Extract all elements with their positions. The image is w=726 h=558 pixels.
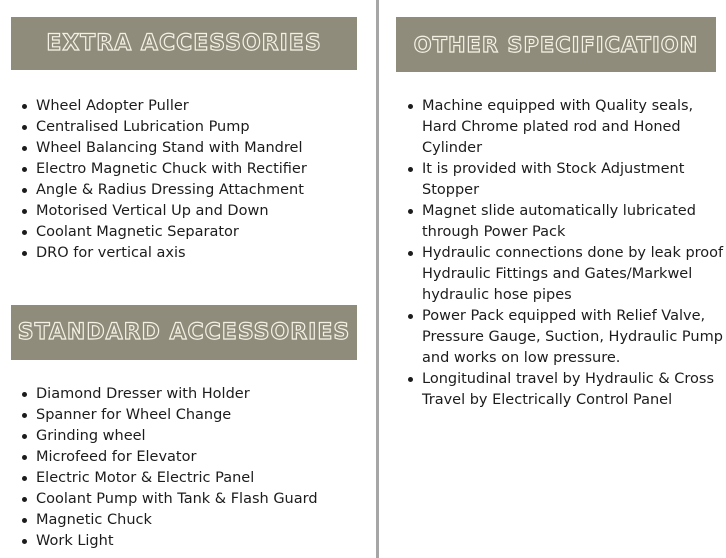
list-item: Wheel Adopter Puller bbox=[22, 96, 372, 117]
list-item: Centralised Lubrication Pump bbox=[22, 117, 372, 138]
list-item: Work Light bbox=[22, 531, 372, 552]
extra-accessories-list bbox=[22, 96, 372, 264]
other-specification-heading: OTHER SPECIFICATION bbox=[413, 32, 699, 57]
other-specification-banner bbox=[396, 17, 716, 72]
standard-accessories-list bbox=[22, 384, 372, 552]
list-item: Motorised Vertical Up and Down bbox=[22, 201, 372, 222]
list-item: Coolant Pump with Tank & Flash Guard bbox=[22, 489, 372, 510]
list-item: Wheel Balancing Stand with Mandrel bbox=[22, 138, 372, 159]
list-item: It is provided with Stock Adjustment Stopper bbox=[408, 159, 724, 201]
list-item: Electro Magnetic Chuck with Rectifier bbox=[22, 159, 372, 180]
list-item: Microfeed for Elevator bbox=[22, 447, 372, 468]
column-divider bbox=[376, 0, 379, 558]
other-specification-list bbox=[408, 96, 724, 411]
list-item: Grinding wheel bbox=[22, 426, 372, 447]
list-item: Electric Motor & Electric Panel bbox=[22, 468, 372, 489]
list-item: Magnet slide automatically lubricated through Power Pack bbox=[408, 201, 724, 243]
extra-accessories-banner bbox=[11, 17, 357, 70]
list-item: Spanner for Wheel Change bbox=[22, 405, 372, 426]
list-item: Power Pack equipped with Relief Valve, Pressure Gauge, Suction, Hydraulic Pump and works on low pressure. bbox=[408, 306, 724, 369]
standard-accessories-banner bbox=[11, 305, 357, 360]
list-item: Coolant Magnetic Separator bbox=[22, 222, 372, 243]
list-item: Magnetic Chuck bbox=[22, 510, 372, 531]
list-item: Machine equipped with Quality seals, Hard Chrome plated rod and Honed Cylinder bbox=[408, 96, 724, 159]
list-item: Angle & Radius Dressing Attachment bbox=[22, 180, 372, 201]
list-item: Hydraulic connections done by leak proof Hydraulic Fittings and Gates/Markwel hydraulic hose pipes bbox=[408, 243, 724, 306]
extra-accessories-heading: EXTRA ACCESSORIES bbox=[46, 31, 322, 56]
list-item: Diamond Dresser with Holder bbox=[22, 384, 372, 405]
standard-accessories-heading: STANDARD ACCESSORIES bbox=[17, 320, 351, 345]
list-item: Longitudinal travel by Hydraulic & Cross Travel by Electrically Control Panel bbox=[408, 369, 724, 411]
list-item: DRO for vertical axis bbox=[22, 243, 372, 264]
